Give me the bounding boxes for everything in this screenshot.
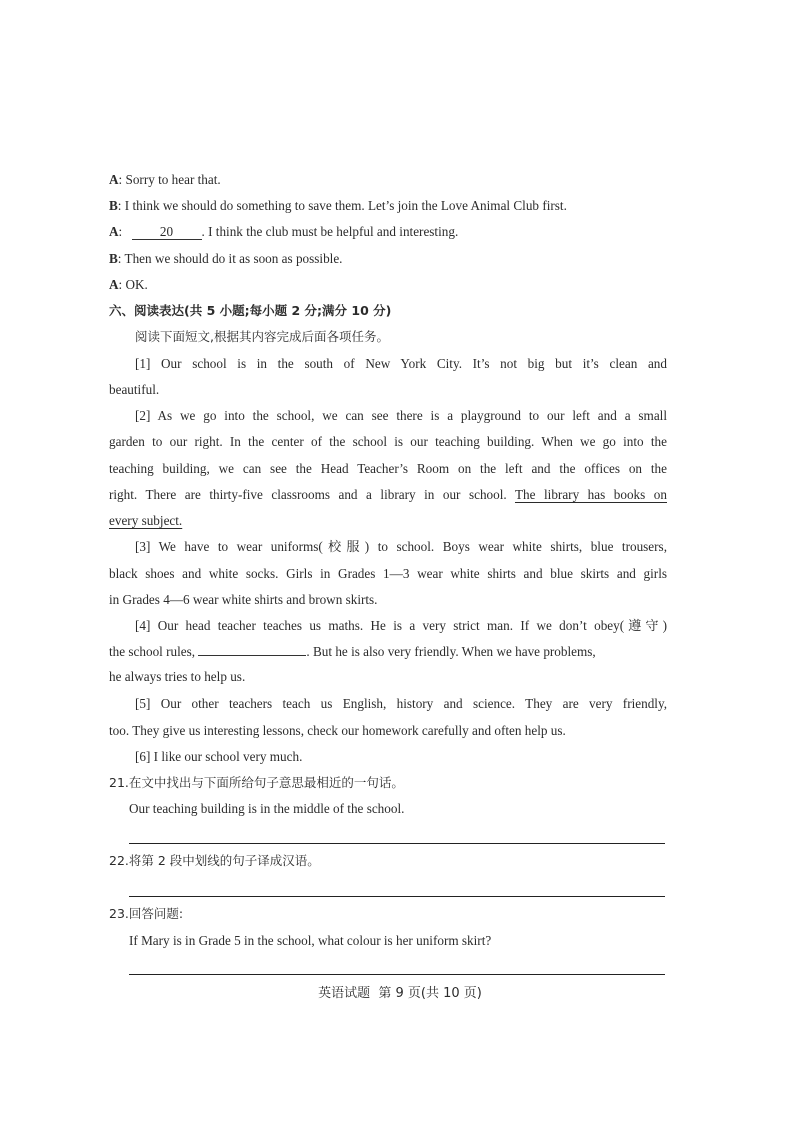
speaker-separator: : — [118, 224, 126, 239]
question-23-prompt: If Mary is in Grade 5 in the school, what colour is her uniform skirt? — [129, 933, 492, 948]
passage-p6-line-1: [6] I like our school very much. — [135, 749, 303, 764]
section-instruction: 阅读下面短文,根据其内容完成后面各项任务。 — [135, 329, 389, 344]
speaker-separator: : — [118, 277, 126, 292]
answer-line-22[interactable] — [129, 896, 665, 897]
speaker-label: A — [109, 277, 119, 292]
question-21-prompt: Our teaching building is in the middle of the school. — [129, 801, 405, 816]
passage-p5-line-2: too. They give us interesting lessons, check our homework carefully and often help us. — [109, 723, 566, 738]
speaker-label: A — [109, 172, 119, 187]
speaker-label: B — [109, 198, 118, 213]
section-heading: 六、阅读表达(共 5 小题;每小题 2 分;满分 10 分) — [109, 303, 392, 318]
answer-blank[interactable] — [198, 655, 306, 656]
passage-p2-line-3: teaching building, we can see the Head Teacher’s Room on the left and the offices on the — [109, 461, 667, 476]
passage-p4-line-3: he always tries to help us. — [109, 669, 246, 684]
answer-line-21[interactable] — [129, 843, 665, 844]
question-21-label: 21.在文中找出与下面所给句子意思最相近的一句话。 — [109, 775, 404, 790]
dialogue-line-2 — [109, 197, 667, 215]
underlined-sentence: The library has books on — [514, 487, 667, 502]
speaker-separator: : — [117, 251, 125, 266]
question-22-label: 22.将第 2 段中划线的句子译成汉语。 — [109, 853, 320, 868]
dialogue-text: Then we should do it as soon as possible. — [124, 251, 343, 266]
passage-p1-line-2: beautiful. — [109, 382, 160, 397]
dialogue-text: OK. — [125, 277, 148, 292]
dialogue-text: Sorry to hear that. — [125, 172, 221, 187]
answer-blank-20[interactable]: 20 — [132, 224, 202, 240]
dialogue-text: . I think the club must be helpful and interesting. — [201, 224, 459, 239]
passage-p2-line-4 — [109, 486, 667, 504]
question-23-label: 23.回答问题: — [109, 906, 184, 921]
page-footer: 英语试题 第 9 页(共 10 页) — [318, 986, 482, 1001]
passage-p4-line-2-start: the school rules, — [109, 644, 199, 659]
speaker-separator: : — [117, 198, 125, 213]
dialogue-line-5 — [109, 276, 667, 294]
speaker-label: A — [109, 224, 119, 239]
answer-line-23[interactable] — [129, 974, 665, 975]
passage-p3-line-2: black shoes and white socks. Girls in Grades 1—3 wear white shirts and blue skirts and girls — [109, 566, 667, 581]
speaker-separator: : — [118, 172, 126, 187]
passage-p3-line-1: [3] We have to wear uniforms(校服) to school. Boys wear white shirts, blue trousers, — [135, 539, 667, 554]
passage-p4-line-1: [4] Our head teacher teaches us maths. He is a very strict man. If we don’t obey(遵守) — [135, 618, 667, 633]
passage-p3-line-3: in Grades 4—6 wear white shirts and brown skirts. — [109, 592, 378, 607]
passage-p2-line-4-text: right. There are thirty-five classrooms and a library in our school. — [109, 487, 515, 502]
speaker-label: B — [109, 251, 118, 266]
passage-p2-line-2: garden to our right. In the center of the school is our teaching building. When we go into the — [109, 434, 667, 449]
dialogue-line-3 — [109, 223, 667, 241]
passage-p4-line-2 — [109, 643, 667, 661]
passage-p2-line-1: [2] As we go into the school, we can see there is a playground to our left and a small — [135, 408, 667, 423]
underlined-sentence-end: every subject. — [109, 513, 183, 528]
passage-p5-line-1: [5] Our other teachers teach us English, history and science. They are very friendly, — [135, 696, 667, 711]
passage-p1-line-1: [1] Our school is in the south of New York City. It’s not big but it’s clean and — [135, 356, 667, 371]
dialogue-text: I think we should do something to save them. Let’s join the Love Animal Club first. — [124, 198, 567, 213]
dialogue-line-4 — [109, 250, 667, 268]
passage-p4-line-2-end: . But he is also very friendly. When we have problems, — [306, 644, 596, 659]
passage-p2-line-5 — [109, 512, 667, 530]
dialogue-line-1 — [109, 171, 667, 189]
